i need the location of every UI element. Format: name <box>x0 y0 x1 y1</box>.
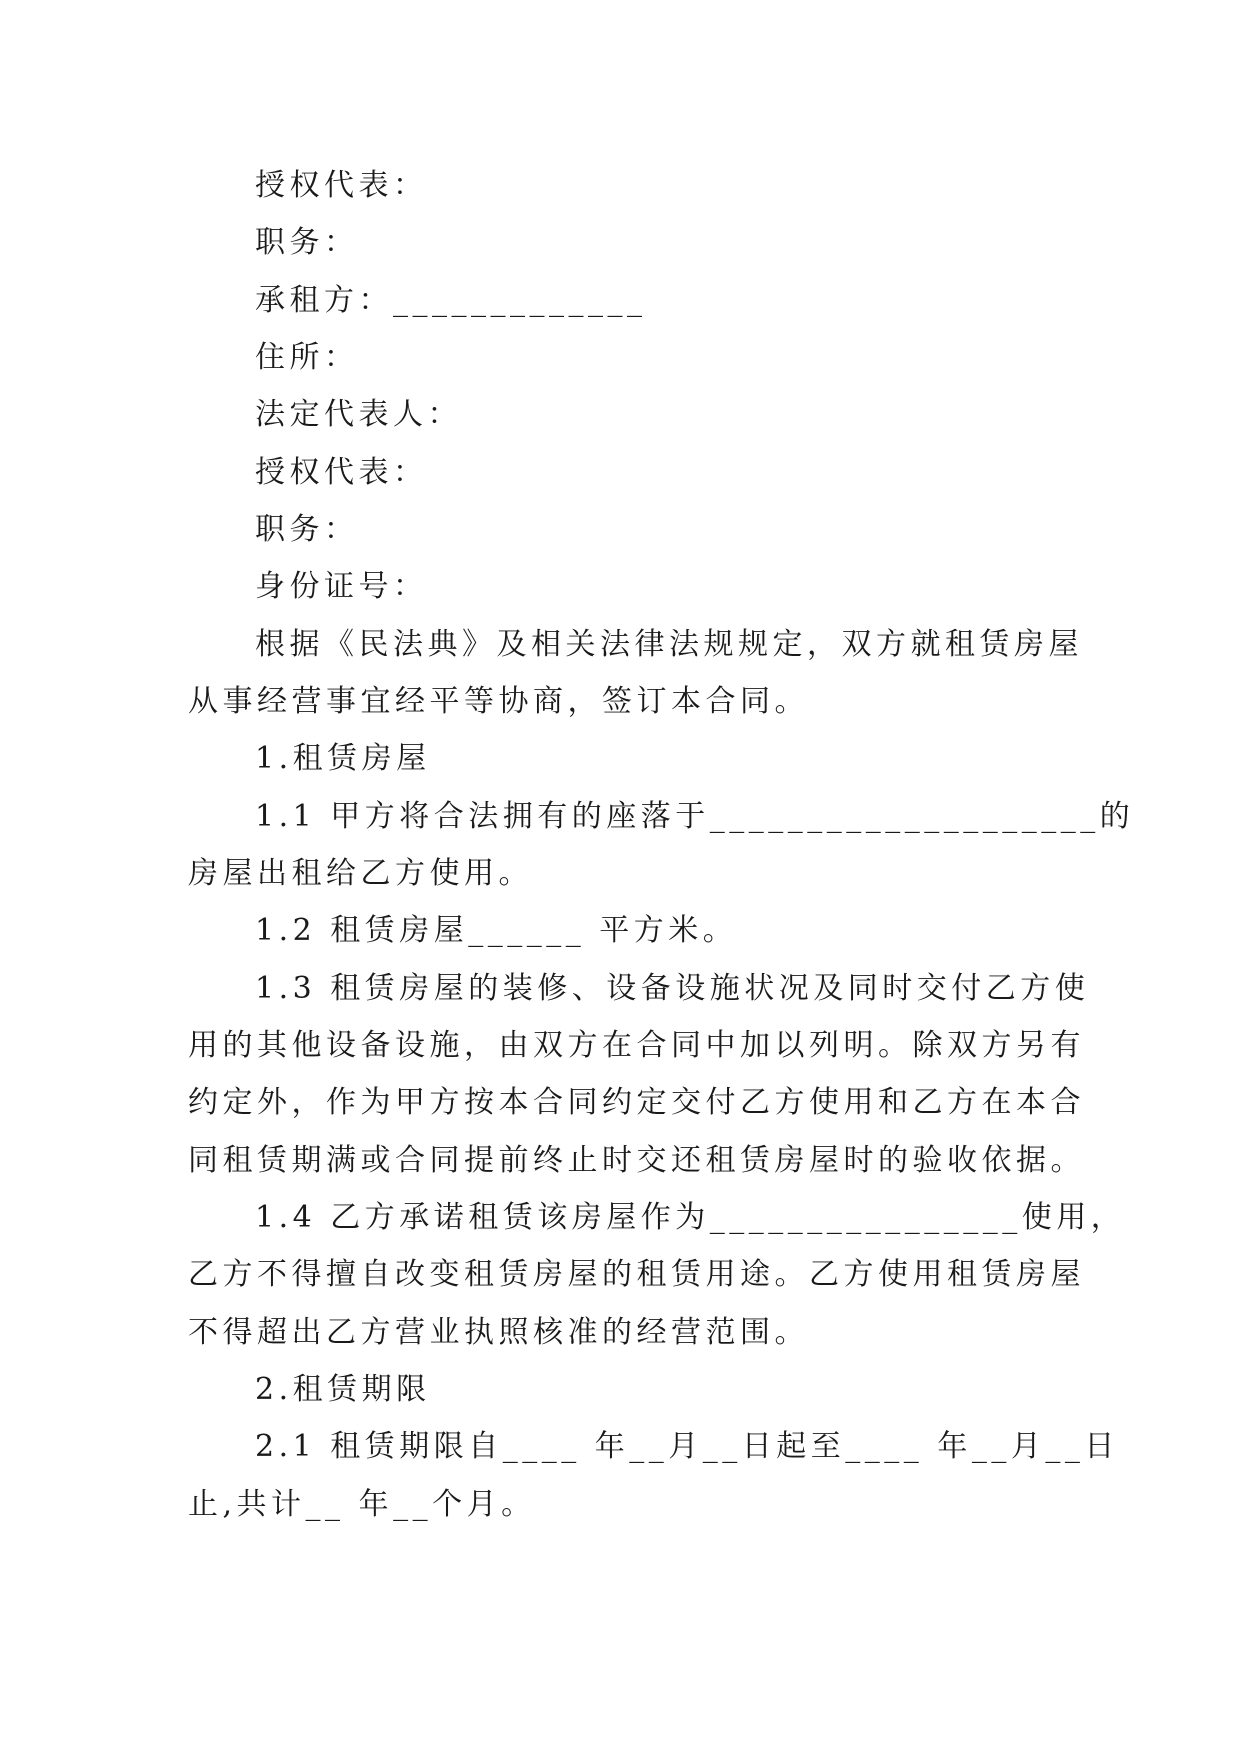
address-label: 住所： <box>255 340 359 375</box>
clause-1-3-line-3: 约定外，作为甲方按本合同约定交付乙方使用和乙方在本合 <box>188 1085 1085 1120</box>
clause-1-4-line-1: 1.4 乙方承诺租赁该房屋作为________________使用， <box>255 1200 1126 1235</box>
lessee-label: 承租方：_____________ <box>255 283 647 318</box>
clause-1-2: 1.2 租赁房屋______ 平方米。 <box>255 913 738 948</box>
authorized-representative-label: 授权代表： <box>255 168 428 203</box>
position-label: 职务： <box>255 225 359 260</box>
clause-1-4-line-2: 乙方不得擅自改变租赁房屋的租赁用途。乙方使用租赁房屋 <box>188 1257 1085 1292</box>
authorized-representative-label-2: 授权代表： <box>255 455 428 490</box>
position-label-2: 职务： <box>255 512 359 547</box>
clause-1-1-line-1: 1.1 甲方将合法拥有的座落于____________________的 <box>255 799 1135 834</box>
clause-1-1-line-2: 房屋出租给乙方使用。 <box>188 856 533 891</box>
clause-1-4-line-3: 不得超出乙方营业执照核准的经营范围。 <box>188 1315 809 1350</box>
preamble-paragraph-line-2: 从事经营事宜经平等协商，签订本合同。 <box>188 684 809 719</box>
clause-2-1-line-1: 2.1 租赁期限自____ 年__月__日起至____ 年__月__日 <box>255 1429 1119 1464</box>
clause-2-1-line-2: 止,共计__ 年__个月。 <box>188 1487 536 1522</box>
clause-1-3-line-4: 同租赁期满或合同提前终止时交还租赁房屋时的验收依据。 <box>188 1143 1085 1178</box>
preamble-paragraph-line-1: 根据《民法典》及相关法律法规规定，双方就租赁房屋 <box>255 627 1083 662</box>
legal-representative-label: 法定代表人： <box>255 397 462 432</box>
id-number-label: 身份证号： <box>255 569 428 604</box>
clause-1-3-line-2: 用的其他设备设施，由双方在合同中加以列明。除双方另有 <box>188 1028 1085 1063</box>
clause-1-3-line-1: 1.3 租赁房屋的装修、设备设施状况及同时交付乙方使 <box>255 971 1090 1006</box>
section-1-heading: 1.租赁房屋 <box>255 741 431 776</box>
section-2-heading: 2.租赁期限 <box>255 1372 431 1407</box>
